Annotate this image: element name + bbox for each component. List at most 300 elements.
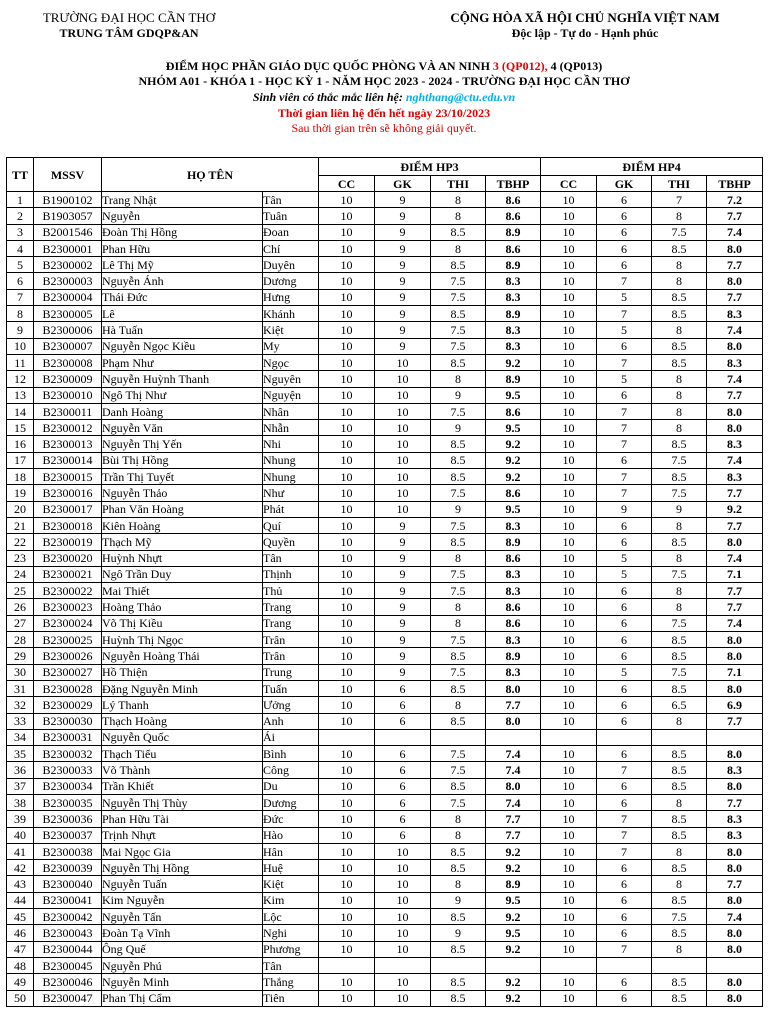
hp3-gk-cell: 10 <box>375 843 431 859</box>
hp3-cc-cell: 10 <box>319 843 375 859</box>
hp4-gk-cell: 5 <box>597 664 652 680</box>
hp3-thi-cell: 7.5 <box>431 566 486 582</box>
hp4-tbhp-cell <box>707 729 763 745</box>
hp3-tbhp-cell: 8.9 <box>486 306 541 322</box>
ho-cell: Kiên Hoàng <box>102 517 263 533</box>
hp4-cc-cell: 10 <box>541 974 597 990</box>
mssv-cell: B2300046 <box>34 974 102 990</box>
table-row <box>7 892 763 908</box>
hp4-gk-cell: 6 <box>597 583 652 599</box>
tt-cell: 13 <box>7 387 34 403</box>
hp3-tbhp-cell: 9.5 <box>486 501 541 517</box>
ho-cell: Đặng Nguyễn Minh <box>102 680 263 696</box>
hp4-gk-cell: 7 <box>597 827 652 843</box>
hp3-cc-cell: 10 <box>319 322 375 338</box>
group-header-hp4: ĐIỂM HP4 <box>541 158 763 176</box>
hp4-thi-cell: 8 <box>652 208 707 224</box>
tt-cell: 11 <box>7 354 34 370</box>
hp4-cc-cell: 10 <box>541 387 597 403</box>
ten-cell: Tuân <box>263 208 319 224</box>
hp3-tbhp-cell: 9.2 <box>486 354 541 370</box>
hp4-tbhp-cell: 7.4 <box>707 322 763 338</box>
col-header-hp3-cc: CC <box>319 176 375 192</box>
hp3-thi-cell: 8 <box>431 192 486 208</box>
ten-cell: Khánh <box>263 306 319 322</box>
hp3-cc-cell: 10 <box>319 192 375 208</box>
tt-cell: 19 <box>7 485 34 501</box>
table-row <box>7 697 763 713</box>
hp4-cc-cell: 10 <box>541 517 597 533</box>
hp3-gk-cell: 10 <box>375 354 431 370</box>
ho-cell: Thạch Hoàng <box>102 713 263 729</box>
hp3-thi-cell: 8.5 <box>431 469 486 485</box>
ten-cell: Nhung <box>263 452 319 468</box>
ten-cell: Tiên <box>263 990 319 1006</box>
hp4-thi-cell: 7.5 <box>652 452 707 468</box>
col-header-hp4-gk: GK <box>597 176 652 192</box>
contact-email-link[interactable]: nghthang@ctu.edu.vn <box>405 90 516 104</box>
hp4-tbhp-cell: 7.2 <box>707 192 763 208</box>
hp4-cc-cell: 10 <box>541 925 597 941</box>
tt-cell: 30 <box>7 664 34 680</box>
mssv-cell: B2300045 <box>34 957 102 973</box>
hp4-tbhp-cell: 8.0 <box>707 990 763 1006</box>
tt-cell: 27 <box>7 615 34 631</box>
mssv-cell: B2300035 <box>34 794 102 810</box>
table-row <box>7 517 763 533</box>
ten-cell: Kiệt <box>263 876 319 892</box>
hp4-cc-cell: 10 <box>541 762 597 778</box>
hp3-gk-cell: 6 <box>375 762 431 778</box>
hp3-gk-cell: 9 <box>375 566 431 582</box>
hp4-cc-cell: 10 <box>541 224 597 240</box>
hp4-thi-cell: 8 <box>652 420 707 436</box>
mssv-cell: B2300028 <box>34 680 102 696</box>
tt-cell: 40 <box>7 827 34 843</box>
mssv-cell: B1903057 <box>34 208 102 224</box>
tt-cell: 36 <box>7 762 34 778</box>
hp3-cc-cell: 10 <box>319 615 375 631</box>
hp4-tbhp-cell: 8.3 <box>707 827 763 843</box>
hp3-cc-cell: 10 <box>319 827 375 843</box>
table-row <box>7 941 763 957</box>
hp3-cc-cell: 10 <box>319 664 375 680</box>
hp4-gk-cell: 5 <box>597 289 652 305</box>
hp4-gk-cell: 6 <box>597 697 652 713</box>
table-row <box>7 990 763 1006</box>
mssv-cell: B2300047 <box>34 990 102 1006</box>
ten-cell: Huệ <box>263 860 319 876</box>
hp3-gk-cell: 10 <box>375 892 431 908</box>
table-row <box>7 713 763 729</box>
hp4-tbhp-cell: 7.7 <box>707 583 763 599</box>
hp4-thi-cell: 7 <box>652 192 707 208</box>
ten-cell: Lộc <box>263 909 319 925</box>
ho-cell: Đoàn Thị Hồng <box>102 224 263 240</box>
tt-cell: 32 <box>7 697 34 713</box>
hp4-tbhp-cell: 8.0 <box>707 860 763 876</box>
hp3-thi-cell: 9 <box>431 925 486 941</box>
hp3-gk-cell: 10 <box>375 909 431 925</box>
ho-cell: Trần Khiết <box>102 778 263 794</box>
title-hp4-code: 4 (QP013) <box>547 59 603 73</box>
hp3-cc-cell: 10 <box>319 648 375 664</box>
hp3-gk-cell: 10 <box>375 452 431 468</box>
tt-cell: 20 <box>7 501 34 517</box>
hp4-thi-cell: 8 <box>652 794 707 810</box>
hp4-thi-cell: 8 <box>652 322 707 338</box>
hp3-thi-cell: 8.5 <box>431 680 486 696</box>
hp3-thi-cell: 8.5 <box>431 648 486 664</box>
hp3-gk-cell: 9 <box>375 224 431 240</box>
hp4-gk-cell: 7 <box>597 420 652 436</box>
mssv-cell: B2300024 <box>34 615 102 631</box>
ten-cell: Trân <box>263 648 319 664</box>
ho-cell: Trang Nhật <box>102 192 263 208</box>
hp3-thi-cell: 8 <box>431 811 486 827</box>
hp4-cc-cell: 10 <box>541 697 597 713</box>
ten-cell: Đoan <box>263 224 319 240</box>
hp3-tbhp-cell: 9.5 <box>486 387 541 403</box>
mssv-cell: B2300026 <box>34 648 102 664</box>
hp4-tbhp-cell: 8.0 <box>707 925 763 941</box>
hp3-cc-cell: 10 <box>319 811 375 827</box>
hp3-tbhp-cell: 9.2 <box>486 843 541 859</box>
table-row <box>7 387 763 403</box>
hp4-cc-cell: 10 <box>541 420 597 436</box>
tt-cell: 43 <box>7 876 34 892</box>
hp4-tbhp-cell: 8.0 <box>707 420 763 436</box>
tt-cell: 16 <box>7 436 34 452</box>
hp3-gk-cell: 9 <box>375 208 431 224</box>
table-row <box>7 778 763 794</box>
ten-cell: Phát <box>263 501 319 517</box>
hp4-cc-cell: 10 <box>541 550 597 566</box>
hp4-gk-cell: 6 <box>597 632 652 648</box>
hp3-thi-cell: 7.5 <box>431 485 486 501</box>
hp3-thi-cell: 7.5 <box>431 403 486 419</box>
hp4-thi-cell: 8 <box>652 550 707 566</box>
hp4-cc-cell <box>541 957 597 973</box>
tt-cell: 28 <box>7 632 34 648</box>
table-row <box>7 224 763 240</box>
ho-cell: Lê Thị Mỹ <box>102 257 263 273</box>
ho-cell: Huỳnh Nhựt <box>102 550 263 566</box>
hp3-cc-cell: 10 <box>319 583 375 599</box>
ho-cell: Nguyễn Minh <box>102 974 263 990</box>
hp3-thi-cell: 8 <box>431 240 486 256</box>
ho-cell: Lê <box>102 306 263 322</box>
mssv-cell: B2300015 <box>34 469 102 485</box>
hp3-gk-cell: 10 <box>375 371 431 387</box>
hp4-cc-cell: 10 <box>541 485 597 501</box>
table-row <box>7 566 763 582</box>
hp4-tbhp-cell: 7.4 <box>707 371 763 387</box>
hp4-cc-cell: 10 <box>541 354 597 370</box>
hp3-gk-cell: 9 <box>375 257 431 273</box>
hp4-tbhp-cell: 7.4 <box>707 224 763 240</box>
mssv-cell: B2300033 <box>34 762 102 778</box>
hp3-cc-cell <box>319 957 375 973</box>
hp3-gk-cell: 9 <box>375 664 431 680</box>
hp3-gk-cell: 9 <box>375 338 431 354</box>
hp3-gk-cell: 6 <box>375 778 431 794</box>
tt-cell: 45 <box>7 909 34 925</box>
hp4-tbhp-cell: 7.7 <box>707 257 763 273</box>
mssv-cell: B2300007 <box>34 338 102 354</box>
mssv-cell: B2300014 <box>34 452 102 468</box>
hp3-thi-cell: 7.5 <box>431 762 486 778</box>
table-row <box>7 909 763 925</box>
hp4-tbhp-cell: 8.0 <box>707 338 763 354</box>
ten-cell: Trang <box>263 599 319 615</box>
table-row <box>7 322 763 338</box>
ten-cell: Trân <box>263 632 319 648</box>
hp3-cc-cell: 10 <box>319 680 375 696</box>
hp3-tbhp-cell: 8.9 <box>486 876 541 892</box>
hp3-gk-cell: 10 <box>375 485 431 501</box>
hp4-tbhp-cell: 7.4 <box>707 452 763 468</box>
hp3-gk-cell: 9 <box>375 648 431 664</box>
hp3-gk-cell: 6 <box>375 713 431 729</box>
hp3-gk-cell: 10 <box>375 420 431 436</box>
tt-cell: 33 <box>7 713 34 729</box>
hp4-thi-cell: 8.5 <box>652 974 707 990</box>
ten-cell: Tân <box>263 550 319 566</box>
hp3-tbhp-cell: 8.6 <box>486 192 541 208</box>
ho-cell: Phan Văn Hoàng <box>102 501 263 517</box>
hp4-cc-cell <box>541 729 597 745</box>
hp4-tbhp-cell: 8.0 <box>707 273 763 289</box>
hp4-gk-cell: 6 <box>597 387 652 403</box>
hp3-tbhp-cell: 7.4 <box>486 762 541 778</box>
hp3-tbhp-cell: 8.0 <box>486 713 541 729</box>
hp3-thi-cell <box>431 729 486 745</box>
ho-cell: Nguyễn Ngọc Kiều <box>102 338 263 354</box>
hp3-cc-cell: 10 <box>319 501 375 517</box>
hp4-cc-cell: 10 <box>541 746 597 762</box>
grades-table <box>6 157 763 1007</box>
hp4-thi-cell: 7.5 <box>652 566 707 582</box>
hp3-cc-cell: 10 <box>319 436 375 452</box>
hp3-gk-cell: 9 <box>375 534 431 550</box>
mssv-cell: B2300022 <box>34 583 102 599</box>
hp4-thi-cell: 8.5 <box>652 680 707 696</box>
tt-cell: 12 <box>7 371 34 387</box>
hp4-cc-cell: 10 <box>541 192 597 208</box>
hp3-tbhp-cell: 9.2 <box>486 909 541 925</box>
hp3-thi-cell <box>431 957 486 973</box>
hp3-thi-cell: 8.5 <box>431 306 486 322</box>
ho-cell: Bùi Thị Hồng <box>102 452 263 468</box>
hp3-thi-cell: 7.5 <box>431 632 486 648</box>
hp3-tbhp-cell: 8.3 <box>486 664 541 680</box>
hp3-thi-cell: 7.5 <box>431 322 486 338</box>
hp3-cc-cell: 10 <box>319 208 375 224</box>
hp3-tbhp-cell: 8.6 <box>486 208 541 224</box>
ten-cell: Nhân <box>263 403 319 419</box>
hp4-thi-cell: 8.5 <box>652 778 707 794</box>
hp4-gk-cell: 6 <box>597 599 652 615</box>
tt-cell: 50 <box>7 990 34 1006</box>
tt-cell: 22 <box>7 534 34 550</box>
ho-cell: Võ Thị Kiều <box>102 615 263 631</box>
table-row <box>7 501 763 517</box>
hp3-cc-cell: 10 <box>319 403 375 419</box>
hp3-tbhp-cell: 9.5 <box>486 925 541 941</box>
mssv-cell: B2300038 <box>34 843 102 859</box>
ten-cell: Ngọc <box>263 354 319 370</box>
hp4-thi-cell: 7.5 <box>652 615 707 631</box>
hp4-tbhp-cell: 8.0 <box>707 680 763 696</box>
ho-cell: Nguyễn Văn <box>102 420 263 436</box>
ten-cell: Thủ <box>263 583 319 599</box>
hp4-tbhp-cell: 9.2 <box>707 501 763 517</box>
hp4-gk-cell: 6 <box>597 778 652 794</box>
tt-cell: 34 <box>7 729 34 745</box>
hp3-thi-cell: 8 <box>431 827 486 843</box>
tt-cell: 7 <box>7 289 34 305</box>
col-header-hp4-thi: THI <box>652 176 707 192</box>
ho-cell: Phạm Như <box>102 354 263 370</box>
hp3-gk-cell: 9 <box>375 322 431 338</box>
hp3-tbhp-cell: 8.0 <box>486 680 541 696</box>
ten-cell: Anh <box>263 713 319 729</box>
hp4-gk-cell: 6 <box>597 224 652 240</box>
hp4-tbhp-cell: 8.0 <box>707 746 763 762</box>
hp4-thi-cell: 8.5 <box>652 632 707 648</box>
col-header-hp3-thi: THI <box>431 176 486 192</box>
table-row <box>7 289 763 305</box>
hp4-gk-cell: 6 <box>597 338 652 354</box>
hp3-cc-cell: 10 <box>319 354 375 370</box>
hp3-gk-cell: 9 <box>375 192 431 208</box>
hp4-gk-cell: 7 <box>597 469 652 485</box>
hp4-cc-cell: 10 <box>541 566 597 582</box>
tt-cell: 39 <box>7 811 34 827</box>
hp3-thi-cell: 9 <box>431 501 486 517</box>
table-row <box>7 925 763 941</box>
ho-cell: Mai Ngọc Gia <box>102 843 263 859</box>
hp4-thi-cell: 8.5 <box>652 354 707 370</box>
mssv-cell: B2300009 <box>34 371 102 387</box>
hp4-gk-cell: 5 <box>597 550 652 566</box>
ho-cell: Phan Hữu <box>102 240 263 256</box>
hp3-gk-cell: 10 <box>375 990 431 1006</box>
hp4-gk-cell: 6 <box>597 876 652 892</box>
hp4-cc-cell: 10 <box>541 778 597 794</box>
table-row <box>7 860 763 876</box>
hp3-thi-cell: 8 <box>431 876 486 892</box>
tt-cell: 44 <box>7 892 34 908</box>
table-row <box>7 240 763 256</box>
mssv-cell: B2300006 <box>34 322 102 338</box>
ten-cell: Thịnh <box>263 566 319 582</box>
hp3-thi-cell: 8 <box>431 615 486 631</box>
hp3-cc-cell: 10 <box>319 469 375 485</box>
mssv-cell: B2300012 <box>34 420 102 436</box>
hp3-cc-cell: 10 <box>319 925 375 941</box>
hp3-tbhp-cell: 8.9 <box>486 534 541 550</box>
hp3-tbhp-cell: 9.2 <box>486 469 541 485</box>
ho-cell: Nguyễn Thị Hồng <box>102 860 263 876</box>
contact-line <box>0 89 768 105</box>
hp4-thi-cell <box>652 957 707 973</box>
hp4-cc-cell: 10 <box>541 632 597 648</box>
ten-cell: Trung <box>263 664 319 680</box>
ho-cell: Hà Tuấn <box>102 322 263 338</box>
hp3-thi-cell: 8 <box>431 550 486 566</box>
hp3-tbhp-cell: 8.3 <box>486 289 541 305</box>
ho-cell: Nguyễn <box>102 208 263 224</box>
hp4-cc-cell: 10 <box>541 436 597 452</box>
table-row <box>7 876 763 892</box>
hp3-cc-cell: 10 <box>319 860 375 876</box>
tt-cell: 10 <box>7 338 34 354</box>
hp3-thi-cell: 7.5 <box>431 794 486 810</box>
hp3-thi-cell: 8.5 <box>431 224 486 240</box>
tt-cell: 31 <box>7 680 34 696</box>
table-row <box>7 354 763 370</box>
hp3-gk-cell: 6 <box>375 811 431 827</box>
ho-cell: Trần Thị Tuyết <box>102 469 263 485</box>
table-row <box>7 632 763 648</box>
hp4-gk-cell: 5 <box>597 322 652 338</box>
hp4-tbhp-cell <box>707 957 763 973</box>
hp4-gk-cell: 6 <box>597 794 652 810</box>
ho-cell: Ông Quế <box>102 941 263 957</box>
hp3-thi-cell: 8.5 <box>431 713 486 729</box>
hp3-tbhp-cell: 8.9 <box>486 371 541 387</box>
hp4-gk-cell: 5 <box>597 566 652 582</box>
table-row <box>7 273 763 289</box>
hp4-thi-cell: 8.5 <box>652 289 707 305</box>
hp4-gk-cell: 7 <box>597 306 652 322</box>
hp3-gk-cell: 10 <box>375 436 431 452</box>
hp3-tbhp-cell: 9.2 <box>486 436 541 452</box>
ho-cell: Nguyễn Quốc <box>102 729 263 745</box>
ten-cell: Duyên <box>263 257 319 273</box>
col-header-hp4-tbhp: TBHP <box>707 176 763 192</box>
table-row <box>7 827 763 843</box>
ten-cell: Nhẫn <box>263 420 319 436</box>
ho-cell: Kim Nguyễn <box>102 892 263 908</box>
hp3-thi-cell: 7.5 <box>431 517 486 533</box>
title-prefix: ĐIỂM HỌC PHẦN GIÁO DỤC QUỐC PHÒNG VÀ AN NINH <box>165 59 493 73</box>
hp4-thi-cell: 8 <box>652 876 707 892</box>
ho-cell: Thái Đức <box>102 289 263 305</box>
tt-cell: 18 <box>7 469 34 485</box>
hp3-cc-cell: 10 <box>319 778 375 794</box>
col-header-hp3-gk: GK <box>375 176 431 192</box>
mssv-cell: B2300002 <box>34 257 102 273</box>
ho-cell: Nguyễn Ánh <box>102 273 263 289</box>
hp3-tbhp-cell: 8.3 <box>486 583 541 599</box>
hp3-cc-cell: 10 <box>319 632 375 648</box>
ho-cell: Thạch Tiểu <box>102 746 263 762</box>
hp3-cc-cell: 10 <box>319 990 375 1006</box>
hp4-thi-cell: 8.5 <box>652 648 707 664</box>
ho-cell: Ngô Thị Như <box>102 387 263 403</box>
hp4-tbhp-cell: 8.3 <box>707 306 763 322</box>
hp3-gk-cell: 9 <box>375 273 431 289</box>
ho-cell: Huỳnh Thị Ngọc <box>102 632 263 648</box>
mssv-cell: B2300011 <box>34 403 102 419</box>
hp4-tbhp-cell: 8.0 <box>707 892 763 908</box>
table-row <box>7 208 763 224</box>
hp3-cc-cell: 10 <box>319 909 375 925</box>
ho-cell: Nguyễn Thị Thùy <box>102 794 263 810</box>
